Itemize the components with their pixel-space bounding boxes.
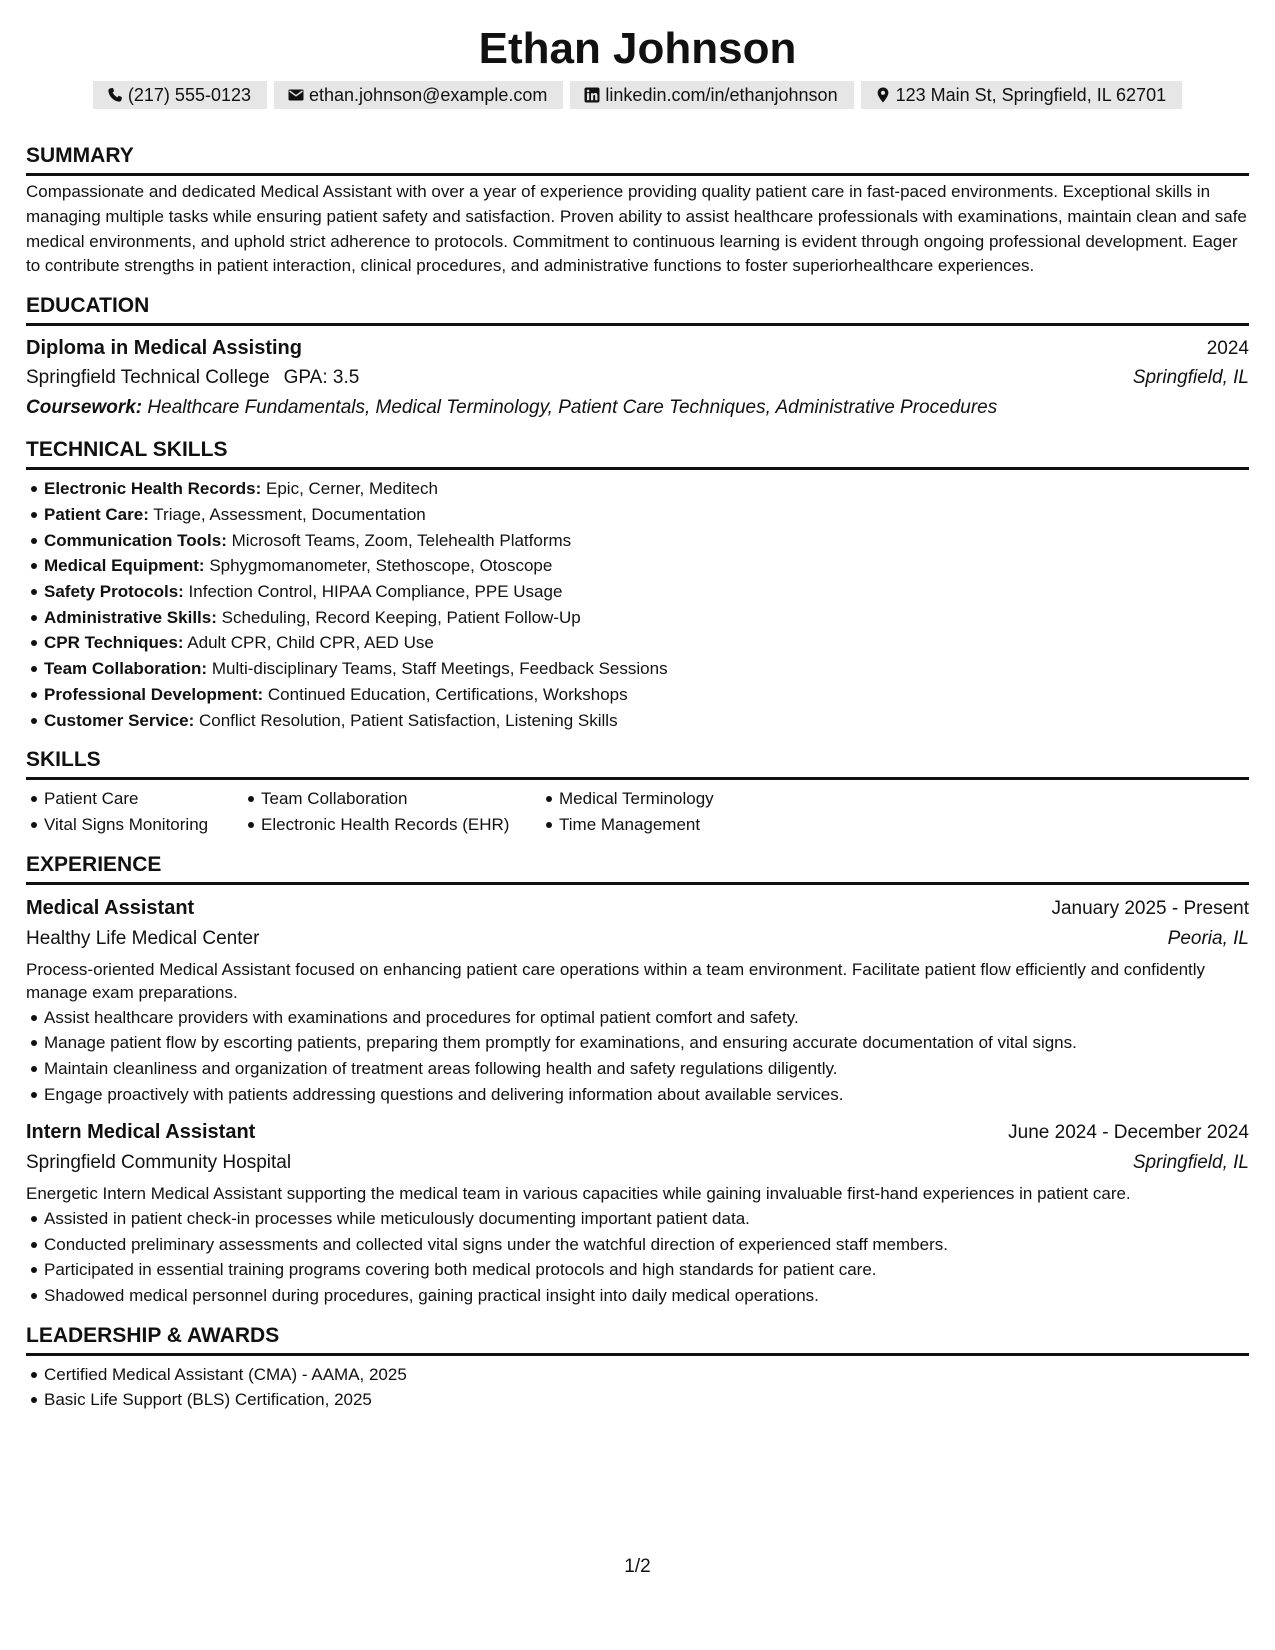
job-bullets xyxy=(26,1005,1249,1108)
list-item: Engage proactively with patients addressing questions and delivering information about available services. xyxy=(44,1082,1249,1108)
section-title-skills: SKILLS xyxy=(26,747,1249,780)
skill-item: Time Management xyxy=(559,812,759,838)
graduation-year: 2024 xyxy=(1206,338,1249,360)
awards-list xyxy=(26,1362,1249,1413)
section-title-summary: SUMMARY xyxy=(26,143,1249,176)
skills-section xyxy=(26,747,1249,837)
job-header xyxy=(26,893,1249,924)
list-item: Certified Medical Assistant (CMA) - AAMA, 2025 xyxy=(44,1362,1249,1388)
list-item: Assist healthcare providers with examinations and procedures for optimal patient comfort and safety. xyxy=(44,1005,1249,1031)
envelope-icon xyxy=(288,87,304,103)
job-company-row xyxy=(26,1148,1249,1178)
education-header xyxy=(26,334,1249,363)
job-title: Intern Medical Assistant xyxy=(26,1121,256,1144)
job-company-row xyxy=(26,924,1249,954)
list-item: Electronic Health Records: Epic, Cerner, Meditech xyxy=(44,476,1249,502)
job-title: Medical Assistant xyxy=(26,896,195,919)
job-location: Springfield, IL xyxy=(1132,1152,1249,1174)
list-item: Team Collaboration: Multi-disciplinary Teams, Staff Meetings, Feedback Sessions xyxy=(44,656,1249,682)
degree-name: Diploma in Medical Assisting xyxy=(26,337,302,360)
technical-skills-section xyxy=(26,437,1249,733)
summary-section xyxy=(26,143,1249,279)
gpa: GPA: 3.5 xyxy=(283,367,360,389)
company-name: Springfield Community Hospital xyxy=(26,1152,292,1174)
list-item: Maintain cleanliness and organization of treatment areas following health and safety regulations diligently. xyxy=(44,1056,1249,1082)
contact-phone: (217) 555-0123 xyxy=(93,81,267,109)
job-header xyxy=(26,1117,1249,1148)
list-item: Patient Care: Triage, Assessment, Documentation xyxy=(44,502,1249,528)
job-dates: January 2025 - Present xyxy=(1051,897,1249,919)
list-item: Safety Protocols: Infection Control, HIPAA Compliance, PPE Usage xyxy=(44,579,1249,605)
list-item: Participated in essential training programs covering both medical protocols and high standards for patient care. xyxy=(44,1257,1249,1283)
list-item: Communication Tools: Microsoft Teams, Zoom, Telehealth Platforms xyxy=(44,528,1249,554)
phone-icon xyxy=(107,87,123,103)
coursework xyxy=(26,393,1249,423)
contact-email[interactable]: ethan.johnson@example.com xyxy=(274,81,563,109)
contact-linkedin[interactable]: linkedin.com/in/ethanjohnson xyxy=(570,81,853,109)
list-item: Manage patient flow by escorting patients, preparing them promptly for examinations, and ensuring accurate documentation of vital signs. xyxy=(44,1030,1249,1056)
coursework-list: Healthcare Fundamentals, Medical Terminology, Patient Care Techniques, Administrative Procedures xyxy=(147,397,998,419)
school-location: Springfield, IL xyxy=(1132,367,1249,389)
education-section xyxy=(26,293,1249,423)
list-item: Customer Service: Conflict Resolution, Patient Satisfaction, Listening Skills xyxy=(44,708,1249,734)
job-entry xyxy=(26,1117,1249,1308)
list-item: Shadowed medical personnel during procedures, gaining practical insight into daily medical operations. xyxy=(44,1283,1249,1309)
list-item: Professional Development: Continued Education, Certifications, Workshops xyxy=(44,682,1249,708)
summary-text: Compassionate and dedicated Medical Assistant with over a year of experience providing quality patient care in fast-paced environments. Exceptional skills in managing multiple tasks while ensuring patient safety and satisfaction. Proven ability to assist healthcare professionals with examinations, maintain clean and safe medical environments, and uphold strict adherence to protocols. Commitment to continuous learning is evident through ongoing professional development. Eager to contribute strengths in patient interaction, clinical procedures, and administrative functions to foster superiorhealthcare experiences. xyxy=(26,182,1247,276)
list-item: Conducted preliminary assessments and collected vital signs under the watchful direction of experienced staff members. xyxy=(44,1232,1249,1258)
company-name: Healthy Life Medical Center xyxy=(26,927,260,949)
map-pin-icon xyxy=(875,87,891,103)
job-dates: June 2024 - December 2024 xyxy=(1008,1122,1249,1144)
skill-item: Medical Terminology xyxy=(559,786,759,812)
skill-item: Patient Care xyxy=(44,786,261,812)
list-item: Medical Equipment: Sphygmomanometer, Stethoscope, Otoscope xyxy=(44,553,1249,579)
contact-bar xyxy=(26,81,1249,109)
job-description: Energetic Intern Medical Assistant supporting the medical team in various capacities while gaining invaluable first-hand experiences in patient care. xyxy=(26,1184,1131,1204)
skill-item: Team Collaboration xyxy=(261,786,559,812)
list-item: Administrative Skills: Scheduling, Record Keeping, Patient Follow-Up xyxy=(44,605,1249,631)
contact-address: 123 Main St, Springfield, IL 62701 xyxy=(861,81,1183,109)
list-item: Basic Life Support (BLS) Certification, 2025 xyxy=(44,1387,1249,1413)
skill-item: Electronic Health Records (EHR) xyxy=(261,812,559,838)
technical-skills-list xyxy=(26,476,1249,733)
candidate-name: Ethan Johnson xyxy=(478,24,797,73)
section-title-awards: LEADERSHIP & AWARDS xyxy=(26,1323,1249,1356)
list-item: CPR Techniques: Adult CPR, Child CPR, AED Use xyxy=(44,630,1249,656)
section-title-technical-skills: TECHNICAL SKILLS xyxy=(26,437,1249,470)
job-entry xyxy=(26,893,1249,1108)
awards-section xyxy=(26,1323,1249,1413)
school-name: Springfield Technical College xyxy=(26,367,270,389)
page-number: 1/2 xyxy=(624,1556,651,1577)
skills-grid xyxy=(26,786,1249,837)
list-item: Assisted in patient check-in processes while meticulously documenting important patient data. xyxy=(44,1206,1249,1232)
job-location: Peoria, IL xyxy=(1167,927,1249,949)
job-description: Process-oriented Medical Assistant focused on enhancing patient care operations within a team environment. Facilitate patient flow efficiently and confidently manage exam preparations. xyxy=(26,959,1206,1003)
job-bullets xyxy=(26,1206,1249,1309)
linkedin-icon xyxy=(584,87,600,103)
section-title-education: EDUCATION xyxy=(26,293,1249,326)
resume-page xyxy=(26,0,1249,1413)
education-details xyxy=(26,363,1249,393)
skill-item: Vital Signs Monitoring xyxy=(44,812,261,838)
experience-section xyxy=(26,852,1249,1309)
section-title-experience: EXPERIENCE xyxy=(26,852,1249,885)
coursework-label: Coursework: xyxy=(26,397,143,419)
